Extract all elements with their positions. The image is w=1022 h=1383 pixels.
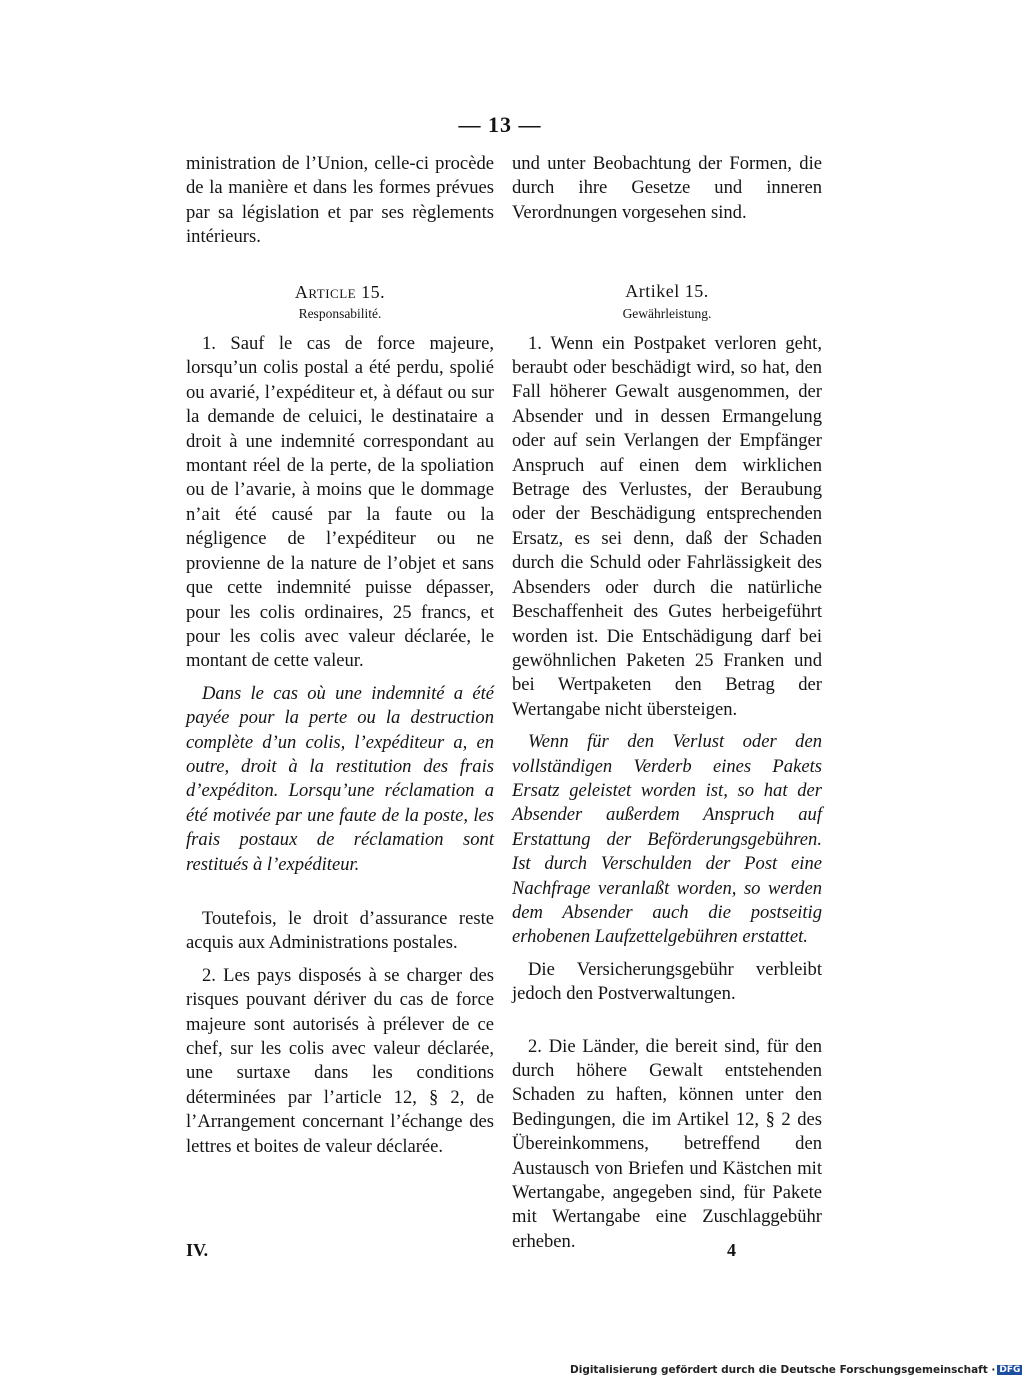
dfg-logo: DFG bbox=[999, 1365, 1021, 1375]
french-column bbox=[186, 152, 494, 1159]
signature-mark-left: IV. bbox=[186, 1240, 209, 1260]
german-paragraph-versicherung: Die Versicherungsgebühr verbleibt jedoch den Postverwaltungen. bbox=[512, 958, 822, 1005]
german-article-subtitle: Gewährleistung. bbox=[622, 305, 712, 321]
german-article-title: Artikel 15. bbox=[625, 281, 709, 302]
german-paragraph-1: 1. Wenn ein Postpaket verloren geht, beraubt oder beschädigt wird, so hat, den Fall höherer Gewalt ausgenommen, der Absender und in dessen Ermangelung oder auf sein Verlangen der Empfänger Anspruch auf einen dem wirklichen Betrage des Verlustes, der Beraubung oder der Beschädigung entsprechenden Ersatz, es sei denn, daß der Schaden durch die Schuld oder Fahrlässigkeit des Absenders oder durch die natürliche Beschaffenheit des Gutes herbeigeführt worden ist. Die Entschädigung darf bei gewöhnlichen Paketen 25 Franken und bei Wertpaketen den Betrag der Wertangabe nicht übersteigen. bbox=[512, 332, 822, 720]
french-continuation: ministration de l’Union, celle-ci procède de la manière et dans les formes prévues par sa législation et par ses règlements intérieurs. bbox=[186, 153, 494, 248]
french-paragraph-2: 2. Les pays disposés à se charger des risques pouvant dériver du cas de force majeure sont autorisés à prélever de ce chef, sur les colis avec valeur déclarée, une surtaxe dans les conditions déterminées par l’article 12, § 2, de l’Arrangement concernant l’échange des lettres et boites de valeur déclarée. bbox=[186, 964, 494, 1157]
french-paragraph-italic: Dans le cas où une indemnité a été payée pour la perte ou la destruction complète d’un colis, l’expéditeur a, en outre, droit à la restitution des frais d’expéditon. Lorsqu’une réclamation a été motivée par une faute de la poste, les frais postaux de réclamation sont restitués à l’expéditeur. bbox=[186, 682, 494, 875]
german-column bbox=[512, 152, 822, 1254]
digitization-credit bbox=[570, 1364, 1021, 1376]
credit-text: Digitalisierung gefördert durch die Deutsche Forschungsgemeinschaft · bbox=[570, 1364, 996, 1376]
german-paragraph-italic: Wenn für den Verlust oder den vollständigen Verderb eines Pakets Ersatz geleistet worden ist, so hat der Absender außerdem Anspruch auf Erstattung der Beförderungsgebühren. Ist durch Verschulden der Post eine Nachfrage veranlaßt worden, so werden dem Absender auch die postseitig erhobenen Laufzettelgebühren erstattet. bbox=[512, 731, 822, 948]
page-number: — 13 — bbox=[458, 112, 542, 137]
french-article-title: Article 15. bbox=[294, 281, 386, 302]
german-paragraph-2: 2. Die Länder, die bereit sind, für den durch höhere Gewalt entstehenden Schaden zu haften, können unter den Bedingungen, die im Artikel 12, § 2 des Übereinkommens, betreffend den Austausch von Briefen und Kästchen mit Wertangabe, angegeben sind, für Pakete mit Wertangabe eine Zuschlaggebühr erheben. bbox=[512, 1035, 822, 1252]
german-continuation: und unter Beobachtung der Formen, die durch ihre Gesetze und inneren Verordnungen vorgesehen sind. bbox=[512, 153, 822, 223]
french-paragraph-1: 1. Sauf le cas de force majeure, lorsqu’un colis postal a été perdu, spolié ou avarié, l’expéditeur et, à défaut ou sur la demande de celuici, le destinataire a droit à une indemnité correspondant au montant réel de la perte, de la spoliation ou de l’avarie, à moins que le dommage n’ait été causé par la faute ou la négligence de l’expéditeur ou ne provienne de la nature de l’objet et sans que cette indemnité puisse dépasser, pour les colis ordinaires, 25 francs, et pour les colis avec valeur déclarée, le montant de cette valeur. bbox=[186, 333, 494, 672]
french-article-subtitle: Responsabilité. bbox=[298, 306, 382, 322]
signature-mark-right: 4 bbox=[727, 1240, 736, 1260]
french-paragraph-toutefois: Toutefois, le droit d’assurance reste acquis aux Administrations postales. bbox=[186, 907, 494, 954]
